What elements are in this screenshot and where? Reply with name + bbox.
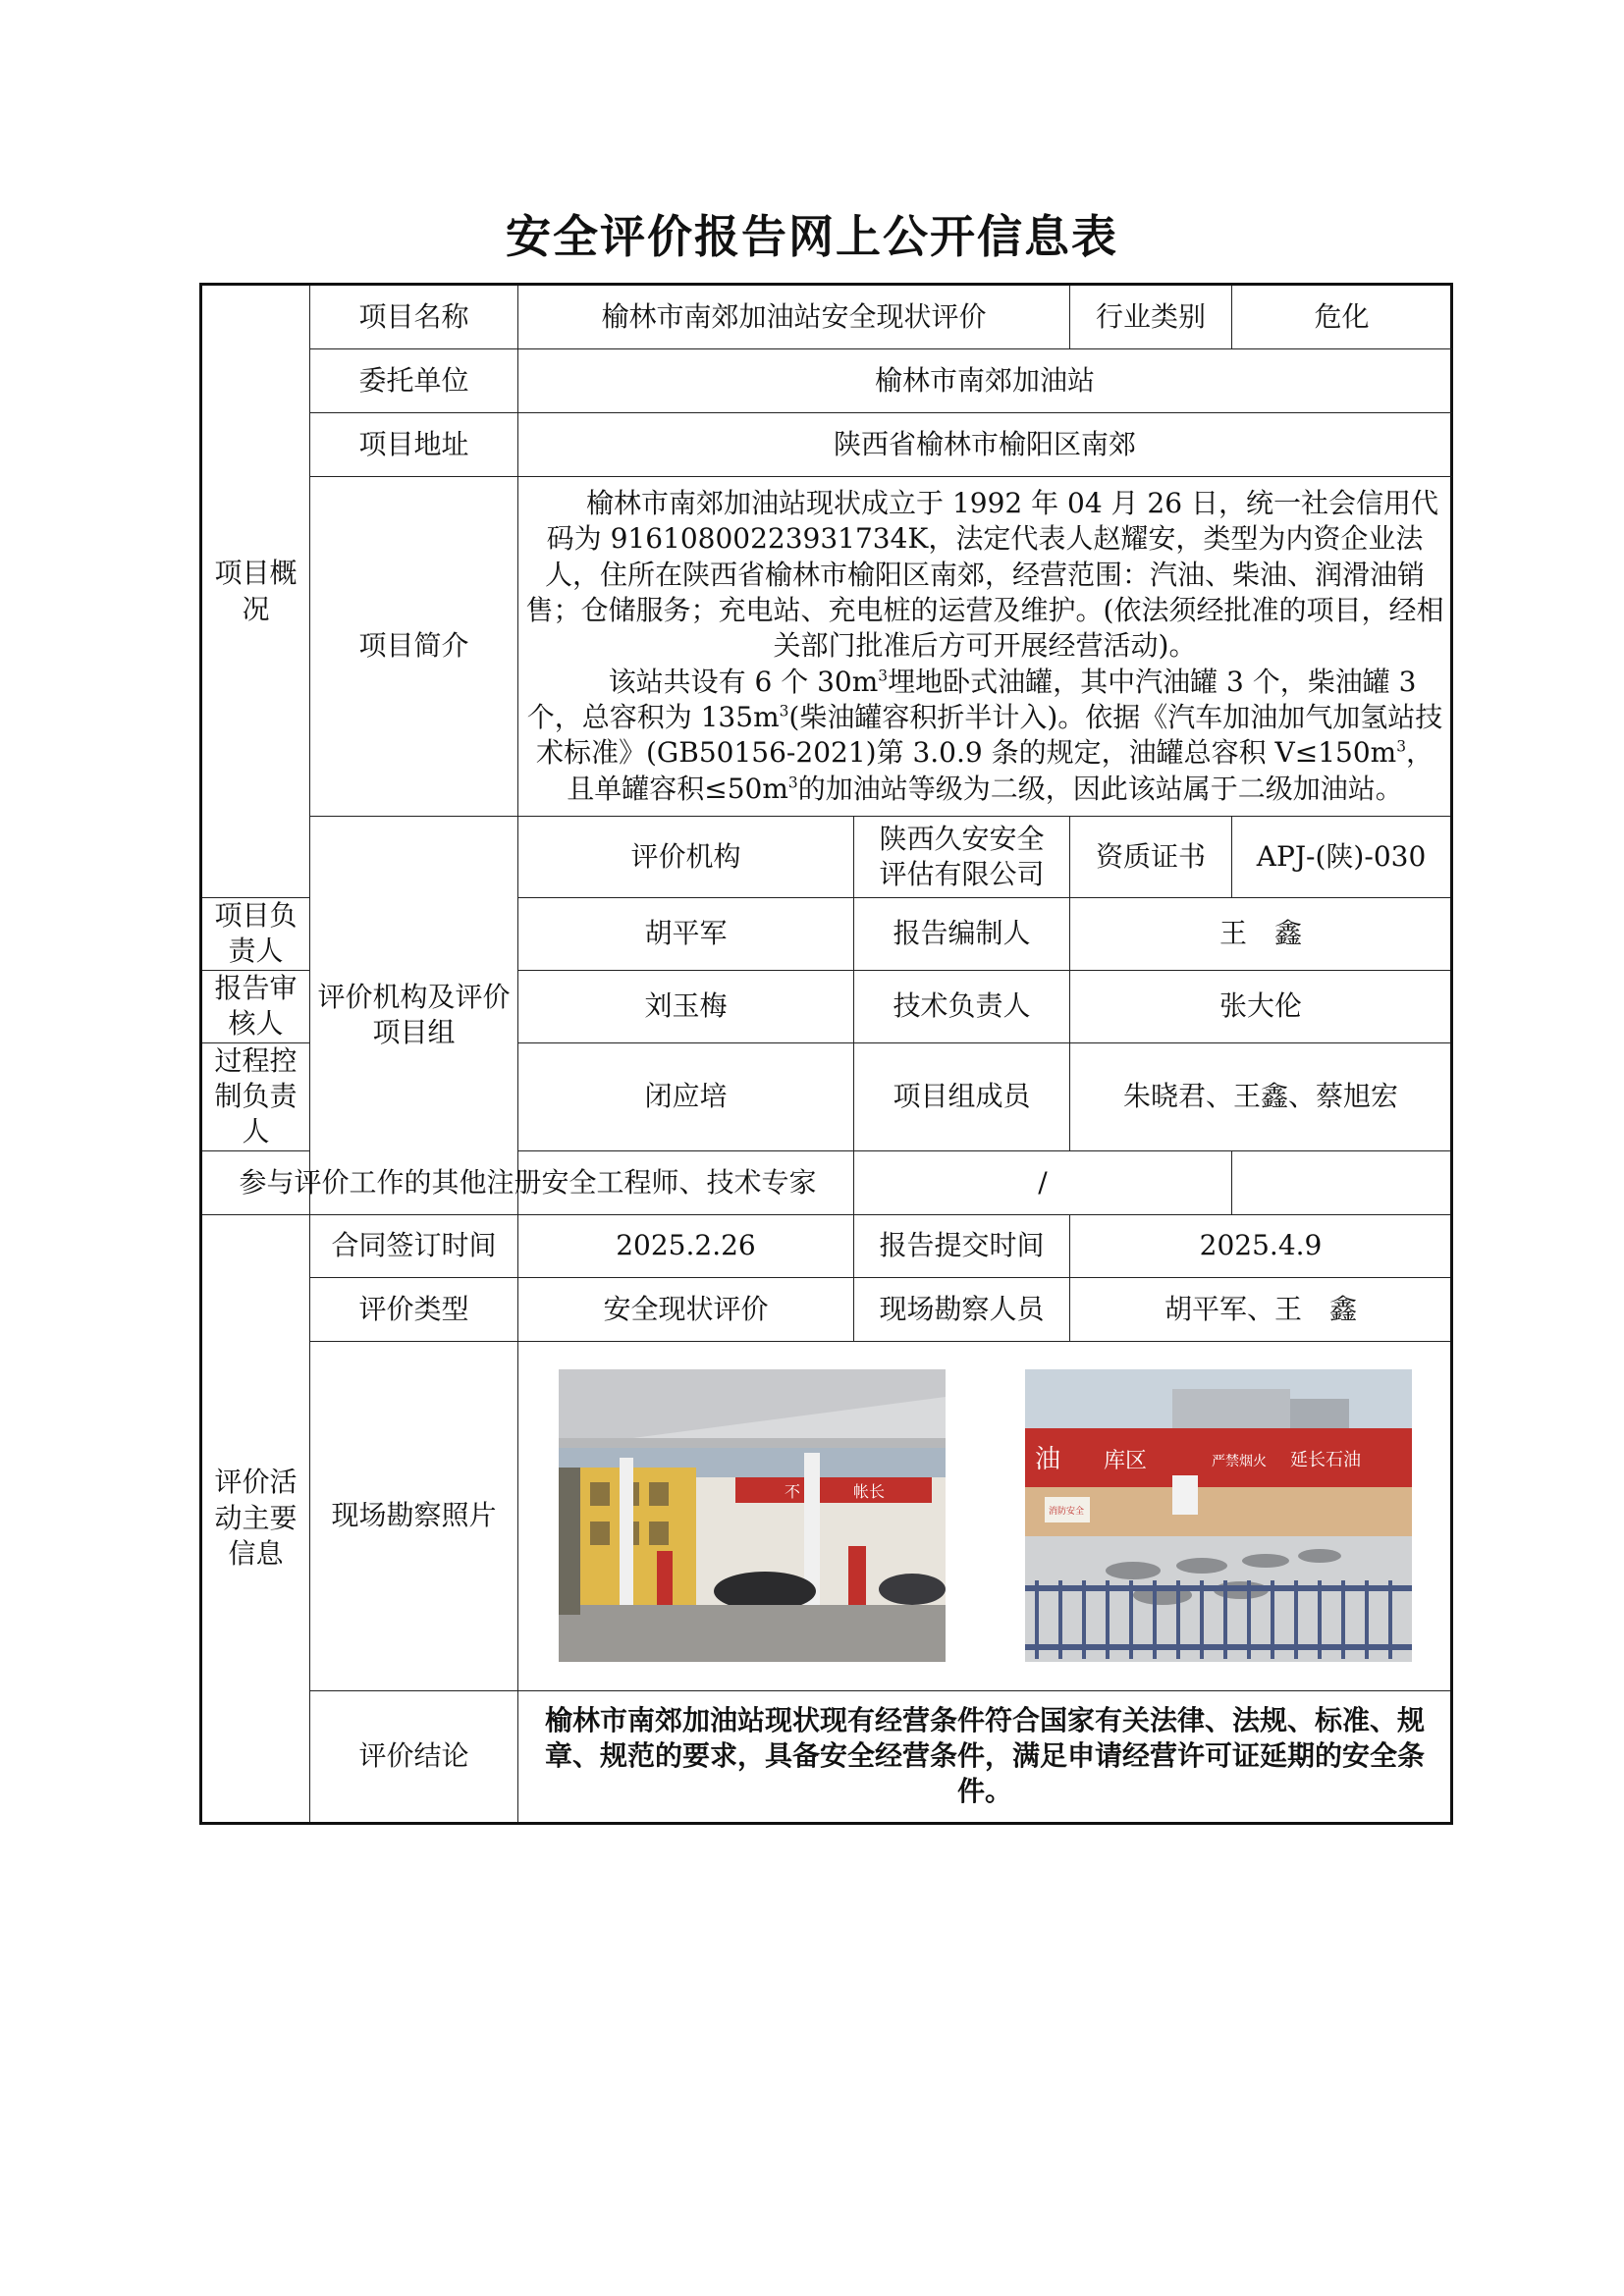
value-org: 陕西久安安全评估有限公司 bbox=[854, 817, 1070, 898]
pavement bbox=[559, 1605, 946, 1662]
intro-text: ，且单罐容积≤50m bbox=[567, 736, 1435, 805]
value-process-control: 闭应培 bbox=[518, 1042, 854, 1150]
wall-text: 库区 bbox=[1103, 1449, 1147, 1474]
sign-text: 帐长 bbox=[852, 1482, 885, 1502]
value-project-name: 榆林市南郊加油站安全现状评价 bbox=[518, 285, 1070, 349]
car bbox=[879, 1574, 946, 1605]
value-reviewer: 刘玉梅 bbox=[518, 970, 854, 1042]
label-submit-date: 报告提交时间 bbox=[854, 1214, 1070, 1277]
label-contract-date: 合同签订时间 bbox=[310, 1214, 518, 1277]
canopy-edge bbox=[559, 1438, 946, 1448]
value-cert: APJ-(陕)-030 bbox=[1232, 817, 1452, 898]
value-conclusion: 榆林市南郊加油站现状现有经营条件符合国家有关法律、法规、标准、规章、规范的要求，具备安全经营条件，满足申请经营许可证延期的安全条件。 bbox=[518, 1690, 1452, 1823]
tank-manhole bbox=[1106, 1562, 1161, 1579]
tank-area-photo bbox=[1025, 1369, 1412, 1662]
value-intro bbox=[518, 477, 1452, 817]
intro-text: 埋地卧式油罐，其中汽油罐 3 个，柴油罐 3 个，总容积为 135m bbox=[526, 665, 1417, 734]
superscript: 3 bbox=[1396, 738, 1406, 757]
label-process-control: 过程控制负责人 bbox=[201, 1042, 310, 1150]
value-other-experts: / bbox=[854, 1150, 1232, 1214]
label-client: 委托单位 bbox=[310, 349, 518, 413]
wall-text: 严禁烟火 bbox=[1211, 1454, 1267, 1470]
value-report-writer: 王 鑫 bbox=[1070, 898, 1452, 971]
page-title: 安全评价报告网上公开信息表 bbox=[506, 210, 1118, 263]
value-contract-date: 2025.2.26 bbox=[518, 1214, 854, 1277]
info-table bbox=[199, 283, 1453, 1825]
gas-station-photo bbox=[559, 1369, 946, 1662]
label-org: 评价机构 bbox=[518, 817, 854, 898]
value-address: 陕西省榆林市榆阳区南郊 bbox=[518, 413, 1452, 477]
label-survey-staff: 现场勘察人员 bbox=[854, 1277, 1070, 1341]
value-submit-date: 2025.4.9 bbox=[1070, 1214, 1452, 1277]
site-photos-cell bbox=[518, 1341, 1452, 1690]
window bbox=[590, 1522, 610, 1545]
label-members: 项目组成员 bbox=[854, 1042, 1070, 1150]
superscript: 3 bbox=[779, 702, 789, 721]
value-eval-type: 安全现状评价 bbox=[518, 1277, 854, 1341]
notice-text: 消防安全 bbox=[1048, 1507, 1084, 1518]
label-eval-type: 评价类型 bbox=[310, 1277, 518, 1341]
tank-manhole bbox=[1176, 1558, 1227, 1574]
intro-text: 该站共设有 6 个 30m bbox=[608, 665, 879, 698]
intro-paragraph-1: 榆林市南郊加油站现状成立于 1992 年 04 月 26 日，统一社会信用代码为 91610800223931734K，法定代表人赵耀安，类型为内资企业法人，住所在陕西省榆林市榆阳区南郊，经营范围：汽油、柴油、润滑油销售；仓储服务；充电站、充电桩的运营及维护。(依法须经批准的项目，经相关部门批准后方可开展经营活动)。 bbox=[525, 486, 1444, 663]
superscript: 3 bbox=[878, 667, 889, 685]
fuel-pump bbox=[848, 1546, 866, 1605]
label-project-name: 项目名称 bbox=[310, 285, 518, 349]
sign-text: 不 bbox=[784, 1482, 800, 1502]
section-evaluation-team: 评价机构及评价项目组 bbox=[310, 817, 518, 1215]
photo-row bbox=[518, 1369, 1451, 1662]
label-tech-lead: 技术负责人 bbox=[854, 970, 1070, 1042]
label-address: 项目地址 bbox=[310, 413, 518, 477]
value-tech-lead: 张大伦 bbox=[1070, 970, 1452, 1042]
canopy-pillar bbox=[620, 1458, 633, 1615]
label-project-lead: 项目负责人 bbox=[201, 898, 310, 971]
value-survey-staff: 胡平军、王 鑫 bbox=[1070, 1277, 1452, 1341]
label-cert: 资质证书 bbox=[1070, 817, 1232, 898]
label-report-writer: 报告编制人 bbox=[854, 898, 1070, 971]
wall-text: 延长石油 bbox=[1289, 1450, 1361, 1471]
tank-manhole bbox=[1298, 1549, 1341, 1563]
fuel-pump bbox=[657, 1551, 673, 1605]
intro-paragraph-2 bbox=[524, 665, 1445, 808]
shop-sign bbox=[735, 1477, 932, 1503]
value-members: 朱晓君、王鑫、蔡旭宏 bbox=[1070, 1042, 1452, 1150]
value-project-lead: 胡平军 bbox=[518, 898, 854, 971]
value-industry: 危化 bbox=[1232, 285, 1452, 349]
label-industry: 行业类别 bbox=[1070, 285, 1232, 349]
window bbox=[590, 1482, 610, 1506]
label-site-photos: 现场勘察照片 bbox=[310, 1341, 518, 1690]
superscript: 3 bbox=[787, 774, 798, 792]
intro-text: (柴油罐容积折半计入)。依据《汽车加油加气加氢站技术标准》(GB50156-2021)第 3.0.9 条的规定，油罐总容积 V≤150m bbox=[535, 701, 1443, 770]
section-activities: 评价活动主要信息 bbox=[201, 1214, 310, 1823]
tree bbox=[559, 1468, 580, 1615]
label-reviewer: 报告审核人 bbox=[201, 970, 310, 1042]
intro-text: 的加油站等级为二级，因此该站属于二级加油站。 bbox=[797, 772, 1403, 805]
value-client: 榆林市南郊加油站 bbox=[518, 349, 1452, 413]
tank-manhole bbox=[1242, 1554, 1289, 1568]
label-intro: 项目简介 bbox=[310, 477, 518, 817]
vent-box bbox=[1172, 1475, 1198, 1515]
window bbox=[649, 1522, 669, 1545]
window bbox=[649, 1482, 669, 1506]
label-other-experts: 参与评价工作的其他注册安全工程师、技术专家 bbox=[201, 1150, 854, 1214]
label-conclusion: 评价结论 bbox=[310, 1690, 518, 1823]
wall-text: 油 bbox=[1034, 1445, 1060, 1475]
section-project-overview: 项目概况 bbox=[201, 285, 310, 898]
